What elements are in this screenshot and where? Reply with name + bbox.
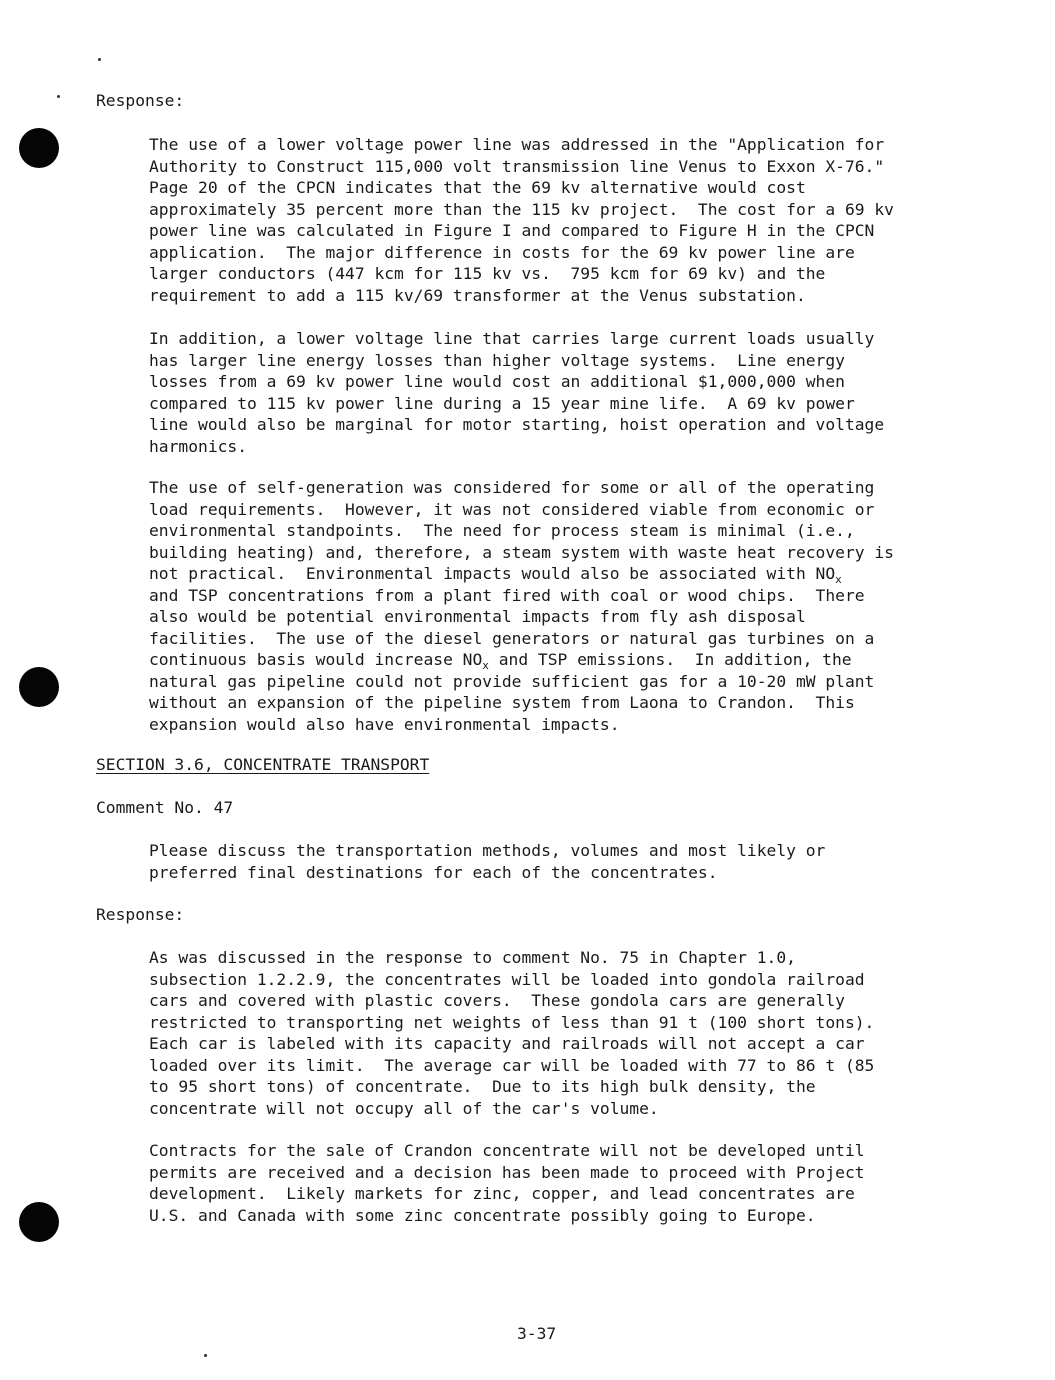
text-line: requirement to add a 115 kv/69 transformer at the Venus substation. xyxy=(149,285,806,305)
scan-speck xyxy=(204,1354,207,1357)
text-line: Contracts for the sale of Crandon concentrate will not be developed until xyxy=(149,1141,865,1160)
text-fragment: and TSP emissions. In addition, the xyxy=(488,650,852,669)
punch-hole-bottom xyxy=(19,1202,59,1242)
text-line: restricted to transporting net weights of less than 91 t (100 short tons). xyxy=(149,1012,875,1032)
text-line: The use of a lower voltage power line was addressed in the "Application for xyxy=(149,135,885,154)
text-line: also would be potential environmental impacts from fly ash disposal xyxy=(149,607,806,626)
text-line: U.S. and Canada with some zinc concentrate possibly going to Europe. xyxy=(149,1205,816,1225)
response-label: Response: xyxy=(96,905,185,924)
punch-hole-middle xyxy=(19,667,59,707)
text-line: and TSP concentrations from a plant fired with coal or wood chips. There xyxy=(149,585,865,605)
scan-speck xyxy=(98,58,101,61)
response-paragraph-line-losses xyxy=(149,328,884,457)
comment-label: Comment No. 47 xyxy=(96,798,234,817)
punch-hole-top xyxy=(19,128,59,168)
text-line: concentrate will not occupy all of the car's volume. xyxy=(149,1098,659,1118)
text-line: building heating) and, therefore, a steam system with waste heat recovery is xyxy=(149,542,894,562)
page-number: 3-37 xyxy=(517,1324,557,1343)
text-line: application. The major difference in costs for the 69 kv power line are xyxy=(149,242,855,262)
text-line: Page 20 of the CPCN indicates that the 69 kv alternative would cost xyxy=(149,178,806,197)
subscript: x xyxy=(835,573,842,586)
text-line: compared to 115 kv power line during a 15 year mine life. A 69 kv power xyxy=(149,393,855,413)
text-line: loaded over its limit. The average car will be loaded with 77 to 86 t (85 xyxy=(149,1055,875,1075)
text-line: Authority to Construct 115,000 volt transmission line Venus to Exxon X-76." xyxy=(149,156,885,176)
section-heading: SECTION 3.6, CONCENTRATE TRANSPORT xyxy=(96,755,430,774)
text-line: approximately 35 percent more than the 115 kv project. The cost for a 69 kv xyxy=(149,199,894,219)
text-line: facilities. The use of the diesel generators or natural gas turbines on a xyxy=(149,628,875,648)
text-line xyxy=(149,649,894,671)
comment-text xyxy=(149,840,825,883)
text-line: environmental standpoints. The need for process steam is minimal (i.e., xyxy=(149,521,855,540)
text-line: Please discuss the transportation methods, volumes and most likely or xyxy=(149,841,826,860)
text-line: larger conductors (447 kcm for 115 kv vs. 795 kcm for 69 kv) and the xyxy=(149,264,826,283)
response-paragraph-gondola-cars xyxy=(149,947,874,1119)
text-line: line would also be marginal for motor starting, hoist operation and voltage xyxy=(149,415,885,434)
text-line: expansion would also have environmental impacts. xyxy=(149,714,620,734)
text-line: preferred final destinations for each of the concentrates. xyxy=(149,862,718,882)
text-line: As was discussed in the response to comment No. 75 in Chapter 1.0, xyxy=(149,948,796,967)
text-line: development. Likely markets for zinc, copper, and lead concentrates are xyxy=(149,1184,855,1203)
text-fragment: not practical. Environmental impacts would also be associated with NO xyxy=(149,564,836,583)
response-label: Response: xyxy=(96,91,185,110)
response-paragraph-self-generation xyxy=(149,477,894,735)
subscript: x xyxy=(482,659,489,672)
text-fragment: continuous basis would increase NO xyxy=(149,650,483,669)
text-line: power line was calculated in Figure I and compared to Figure H in the CPCN xyxy=(149,221,875,240)
text-line: cars and covered with plastic covers. These gondola cars are generally xyxy=(149,991,845,1010)
response-paragraph-lower-voltage xyxy=(149,134,894,306)
text-line: harmonics. xyxy=(149,436,248,456)
text-line: In addition, a lower voltage line that carries large current loads usually xyxy=(149,329,875,348)
text-line xyxy=(149,563,894,585)
text-line: The use of self-generation was considered for some or all of the operating xyxy=(149,478,875,497)
text-line: subsection 1.2.2.9, the concentrates will be loaded into gondola railroad xyxy=(149,969,865,989)
text-line: natural gas pipeline could not provide sufficient gas for a 10-20 mW plant xyxy=(149,671,875,691)
text-line: without an expansion of the pipeline system from Laona to Crandon. This xyxy=(149,693,855,712)
text-line: permits are received and a decision has been made to proceed with Project xyxy=(149,1162,865,1182)
text-line: load requirements. However, it was not considered viable from economic or xyxy=(149,499,875,519)
text-line: Each car is labeled with its capacity and railroads will not accept a car xyxy=(149,1034,865,1053)
scan-speck xyxy=(57,95,60,98)
text-line: to 95 short tons) of concentrate. Due to its high bulk density, the xyxy=(149,1077,816,1096)
text-line: losses from a 69 kv power line would cost an additional $1,000,000 when xyxy=(149,372,845,391)
text-line: has larger line energy losses than higher voltage systems. Line energy xyxy=(149,350,845,370)
response-paragraph-markets xyxy=(149,1140,865,1226)
